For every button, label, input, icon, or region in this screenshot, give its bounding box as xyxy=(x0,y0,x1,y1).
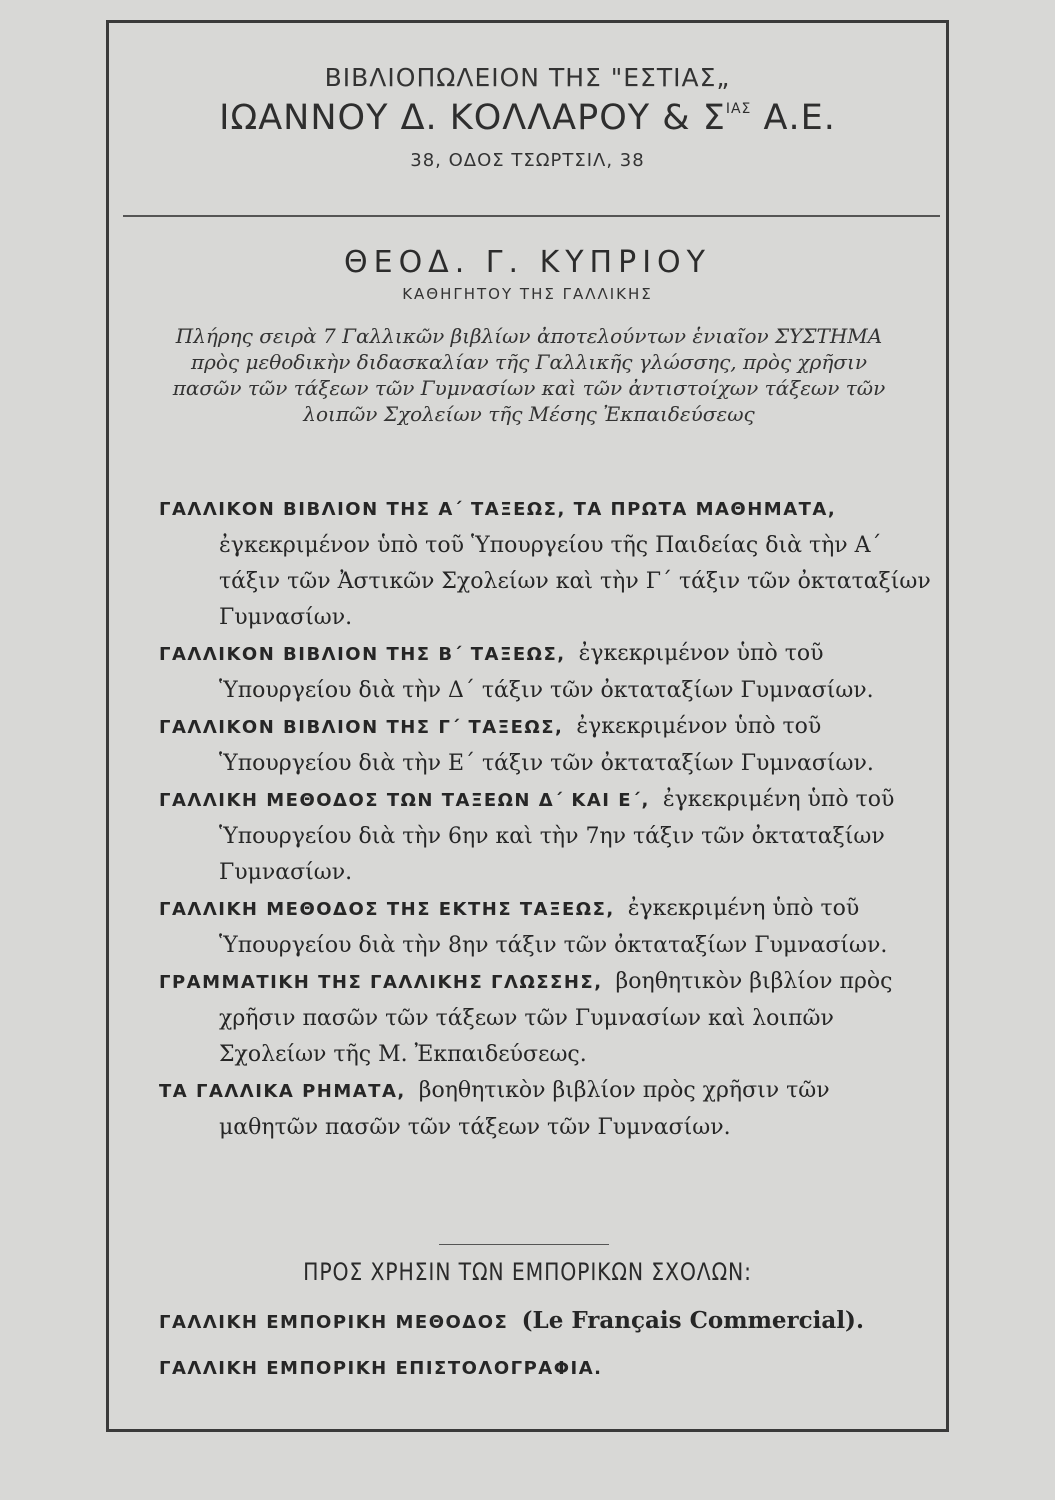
book-entry xyxy=(159,636,934,709)
section-divider xyxy=(439,1244,609,1245)
book-title: ΓΡΑΜΜΑΤΙΚΗ ΤΗΣ ΓΑΛΛΙΚΗΣ ΓΛΩΣΣΗΣ, xyxy=(159,972,603,993)
commercial-book-entry xyxy=(159,1303,939,1341)
commercial-book-entry xyxy=(159,1349,939,1387)
advertisement-frame xyxy=(106,20,949,1432)
commercial-heading: ΠΡΟΣ ΧΡΗΣΙΝ ΤΩΝ ΕΜΠΟΡΙΚΩΝ ΣΧΟΛΩΝ: xyxy=(303,1258,752,1286)
book-title: ΓΑΛΛΙΚΗ ΕΜΠΟΡΙΚΗ ΜΕΘΟΔΟΣ xyxy=(159,1312,509,1333)
publisher-header xyxy=(109,63,946,171)
book-entry xyxy=(159,782,934,891)
book-entry xyxy=(159,709,934,782)
book-entry xyxy=(159,964,934,1073)
series-description: Πλήρης σειρὰ 7 Γαλλικῶν βιβλίων ἀποτελούντων ἑνιαῖον ΣΥΣΤΗΜΑ πρὸς μεθοδικὴν διδασκαλίαν τῆς Γαλλικῆς γλώσσης, πρὸς χρῆσιν πασῶν τῶν τάξεων τῶν Γυμνασίων καὶ τῶν ἀντιστοίχων τάξεων τῶν λοιπῶν Σχολείων τῆς Μέσης Ἐκπαιδεύσεως xyxy=(172,324,886,426)
book-entry xyxy=(159,891,934,964)
book-title: ΓΑΛΛΙΚΗ ΕΜΠΟΡΙΚΗ ΕΠΙΣΤΟΛΟΓΡΑΦΙΑ. xyxy=(159,1358,603,1379)
publisher-owner xyxy=(109,98,946,138)
publisher-name: ΒΙΒΛΙΟΠΩΛΕΙΟΝ ΤΗΣ "ΕΣΤΙΑΣ„ xyxy=(324,63,731,92)
book-list xyxy=(159,491,934,1146)
book-entry xyxy=(159,491,934,636)
publisher-owner-sup: ΙΑΣ xyxy=(725,101,752,117)
book-description: βοηθητικὸν βιβλίον πρὸς χρῆσιν πασῶν τῶν τάξεων τῶν Γυμνασίων καὶ λοιπῶν Σχολείων τῆς Μ. Ἐκπαιδεύσεως. xyxy=(219,969,893,1067)
book-title: ΤΑ ΓΑΛΛΙΚΑ ΡΗΜΑΤΑ, xyxy=(159,1081,406,1102)
book-title: ΓΑΛΛΙΚΟΝ ΒΙΒΛΙΟΝ ΤΗΣ Β΄ ΤΑΞΕΩΣ, xyxy=(159,644,566,665)
book-title: ΓΑΛΛΙΚΗ ΜΕΘΟΔΟΣ ΤΩΝ ΤΑΞΕΩΝ Δ΄ ΚΑΙ Ε΄, xyxy=(159,790,650,811)
publisher-owner-main: ΙΩΑΝΝΟΥ Δ. ΚΟΛΛΑΡΟΥ & Σ xyxy=(219,98,726,138)
book-description: (Le Français Commercial). xyxy=(521,1307,864,1334)
publisher-owner-suffix: Α.Ε. xyxy=(751,98,836,138)
author-name: ΘΕΟΔ. Γ. ΚΥΠΡΙΟΥ xyxy=(344,245,711,280)
book-description: ἐγκεκριμένη ὑπὸ τοῦ Ὑπουργείου διὰ τὴν 6ην καὶ τὴν 7ην τάξιν τῶν ὀκταταξίων Γυμνασίων. xyxy=(219,787,895,885)
book-description: ἐγκεκριμένη ὑπὸ τοῦ Ὑπουργείου διὰ τὴν 8ην τάξιν τῶν ὀκταταξίων Γυμνασίων. xyxy=(219,896,888,958)
book-description: ἐγκεκριμένον ὑπὸ τοῦ Ὑπουργείου διὰ τὴν Δ΄ τάξιν τῶν ὀκταταξίων Γυμνασίων. xyxy=(219,641,874,703)
book-description: βοηθητικὸν βιβλίον πρὸς χρῆσιν τῶν μαθητῶν πασῶν τῶν τάξεων τῶν Γυμνασίων. xyxy=(219,1078,830,1140)
book-entry xyxy=(159,1073,934,1146)
book-title: ΓΑΛΛΙΚΗ ΜΕΘΟΔΟΣ ΤΗΣ ΕΚΤΗΣ ΤΑΞΕΩΣ, xyxy=(159,899,615,920)
book-description: ἐγκεκριμένον ὑπὸ τοῦ Ὑπουργείου τῆς Παιδείας διὰ τὴν Α΄ τάξιν τῶν Ἀστικῶν Σχολείων καὶ τὴν Γ΄ τάξιν τῶν ὀκταταξίων Γυμνασίων. xyxy=(219,533,931,630)
book-title: ΓΑΛΛΙΚΟΝ ΒΙΒΛΙΟΝ ΤΗΣ Α΄ ΤΑΞΕΩΣ, ΤΑ ΠΡΩΤΑ ΜΑΘΗΜΑΤΑ, xyxy=(159,499,837,520)
publisher-address: 38, ΟΔΟΣ ΤΣΩΡΤΣΙΛ, 38 xyxy=(410,150,645,171)
header-divider xyxy=(123,215,940,217)
author-title: ΚΑΘΗΓΗΤΟΥ ΤΗΣ ΓΑΛΛΙΚΗΣ xyxy=(402,285,653,303)
book-title: ΓΑΛΛΙΚΟΝ ΒΙΒΛΙΟΝ ΤΗΣ Γ΄ ΤΑΞΕΩΣ, xyxy=(159,717,564,738)
book-description: ἐγκεκριμένον ὑπὸ τοῦ Ὑπουργείου διὰ τὴν Ε΄ τάξιν τῶν ὀκταταξίων Γυμνασίων. xyxy=(219,714,874,776)
commercial-book-list xyxy=(159,1303,939,1387)
